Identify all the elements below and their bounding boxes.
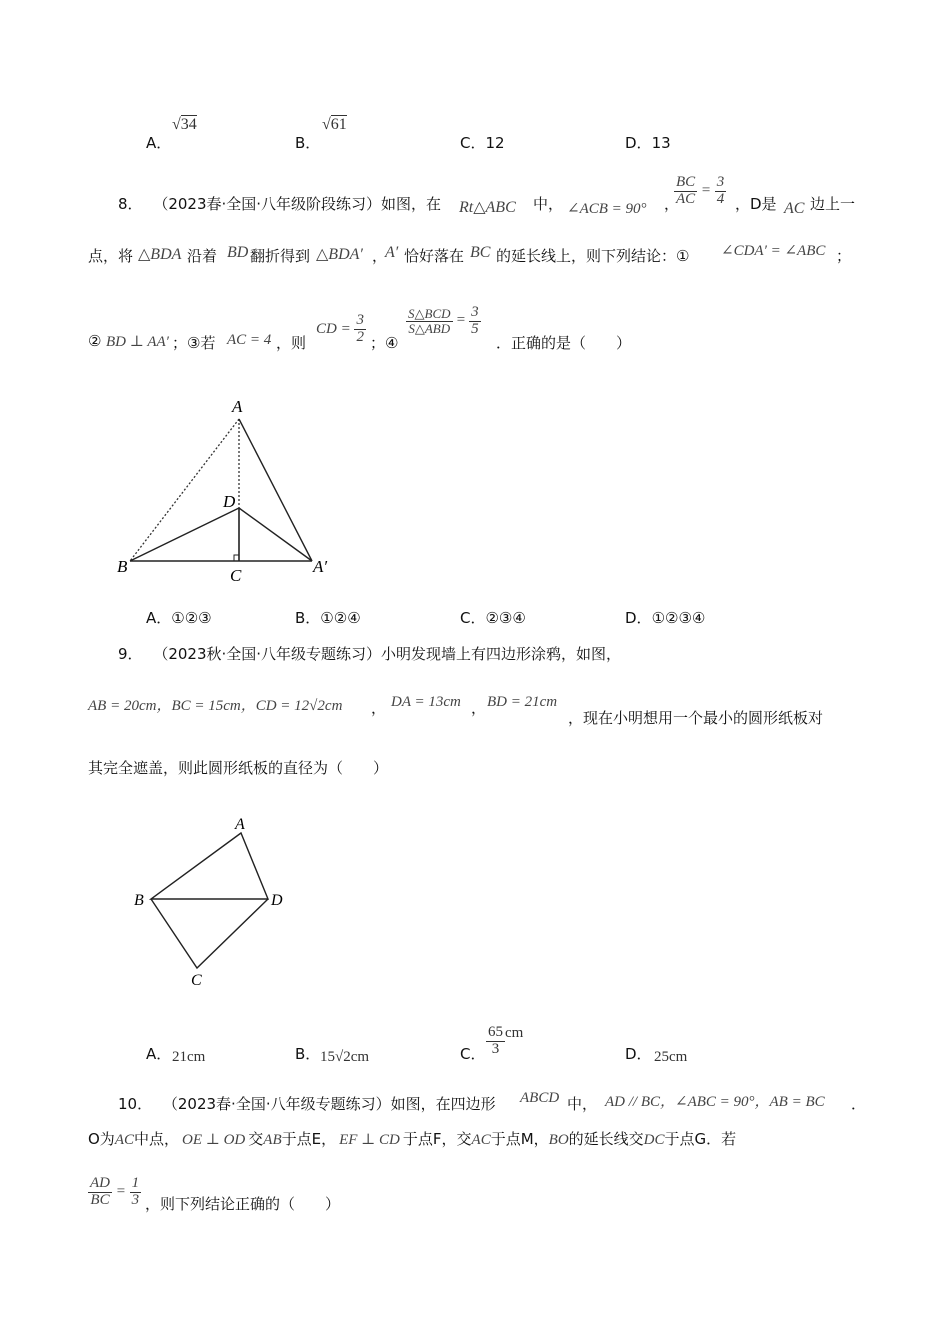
unit: cm: [505, 1025, 524, 1041]
q8-figure: [110, 390, 350, 590]
given-da: DA = 13cm: [391, 694, 461, 710]
point-a-prime: A′: [385, 244, 399, 261]
given-conditions: AD // BC，∠ABC = 90°，AB = BC: [605, 1094, 825, 1110]
denominator: 4: [716, 190, 725, 207]
rt-triangle: Rt△ABC: [459, 199, 516, 216]
option-label: B．: [295, 609, 321, 627]
ratio-bc-ac: [674, 175, 726, 208]
segment-da-prime: [239, 508, 312, 561]
option-label: D．: [625, 609, 652, 627]
question-number: 8．: [118, 195, 143, 213]
label-c: C: [191, 972, 202, 989]
text: 小明发现墙上有四边形涂鸦，如图，: [381, 645, 622, 663]
text: 于点F，交: [402, 1130, 472, 1148]
triangle-abd: [151, 833, 268, 899]
numerator: AD: [90, 1175, 110, 1191]
q10-line-1: [118, 1093, 496, 1114]
sqrt-symbol: √: [172, 116, 181, 133]
text: 于点M，: [490, 1130, 549, 1148]
q7-option-d[interactable]: [625, 132, 671, 153]
segment-bd: BD: [227, 244, 249, 261]
numerator: 65: [488, 1024, 503, 1040]
numerator: 1: [131, 1175, 140, 1191]
conclusion-1: ∠CDA′ = ∠ABC: [721, 243, 826, 259]
label-d: D: [223, 492, 236, 511]
triangle-bda-prime: △BDA′: [316, 246, 363, 263]
text: ，现在小明想用一个最小的圆形纸板对: [568, 709, 824, 727]
option-label: B．: [295, 134, 321, 152]
text: 中点，: [133, 1130, 179, 1148]
numerator: S△BCD: [408, 306, 451, 322]
condition-ac: AC = 4: [227, 332, 272, 348]
q9-option-b[interactable]: [295, 1043, 320, 1064]
segment-ac: AC: [114, 1132, 134, 1148]
text: 的延长线交: [568, 1130, 644, 1148]
conclusion-2: BD ⊥ AA′: [106, 334, 169, 350]
radicand: 61: [330, 116, 347, 133]
q9-line-1: [118, 643, 621, 664]
text: ；④: [370, 334, 399, 352]
segment-ab: AB: [263, 1132, 282, 1148]
text: 翻折得到: [250, 247, 311, 265]
numerator: 3: [471, 304, 479, 320]
q8-option-d[interactable]: [625, 607, 705, 628]
q9-option-a-value: 21cm: [172, 1049, 206, 1065]
text: ，: [371, 699, 387, 717]
q9-figure: [125, 810, 305, 995]
equals: =: [115, 1183, 126, 1200]
q9-option-d-value: 25cm: [654, 1049, 688, 1065]
q9-option-a[interactable]: [146, 1043, 171, 1064]
cd-equals: CD =: [316, 320, 351, 337]
numerator: 3: [356, 312, 364, 328]
text: 如图，在四边形: [390, 1095, 496, 1113]
option-label: D．: [625, 1045, 652, 1063]
ratio-ad-bc: [88, 1176, 141, 1209]
text: 于点E，: [281, 1130, 337, 1148]
angle-acb: ∠ACB = 90°: [567, 201, 647, 217]
option-value: ①②④: [320, 609, 361, 627]
text: 点，将: [88, 247, 134, 265]
text: ．正确的是（ ）: [496, 334, 632, 352]
text: 中，: [567, 1095, 598, 1113]
ef-perp-cd: EF ⊥ CD: [339, 1132, 400, 1148]
option-value: 13: [651, 134, 671, 152]
label-c: C: [230, 566, 242, 585]
text: 边上一: [810, 195, 856, 213]
text: ，: [372, 247, 388, 265]
text: 沿着: [187, 247, 218, 265]
q7-option-b-value: [322, 116, 347, 134]
given-bd: BD = 21cm: [487, 694, 558, 710]
label-d: D: [271, 892, 283, 909]
given-lengths: AB = 20cm，BC = 15cm，CD = 12√2cm: [88, 698, 343, 714]
q8-option-a[interactable]: [146, 607, 212, 628]
question-source: （2023春·全国·八年级阶段练习）: [153, 195, 382, 213]
q8-option-c[interactable]: [460, 607, 526, 628]
q8-line-1: [118, 193, 441, 214]
q9-option-d[interactable]: [625, 1043, 652, 1064]
option-label: B．: [295, 1045, 321, 1063]
numerator: 3: [716, 174, 725, 190]
question-source: （2023春·全国·八年级专题练习）: [162, 1095, 391, 1113]
option-label: C．: [460, 1045, 486, 1063]
denominator: 2: [356, 328, 364, 345]
text: ，则下列结论正确的（ ）: [145, 1195, 341, 1213]
q9-option-c[interactable]: [460, 1043, 485, 1064]
segment-bd: [130, 508, 239, 561]
text: 交: [248, 1130, 264, 1148]
question-number: 10．: [118, 1095, 153, 1113]
text: 如图，在: [381, 195, 442, 213]
segment-aa-prime: [239, 419, 312, 561]
option-label: C．: [460, 609, 486, 627]
option-label: D．: [625, 134, 652, 152]
segment-bc: BC: [470, 244, 491, 261]
text: 的延长线上，则下列结论：①: [496, 247, 690, 265]
option-label: A．: [146, 609, 172, 627]
text: ；: [836, 247, 852, 265]
triangle-bcd: [151, 899, 268, 968]
conclusion-4: [406, 305, 481, 338]
denominator: 3: [131, 1191, 140, 1208]
text: ，D是: [735, 195, 777, 213]
text: 恰好落在: [404, 247, 465, 265]
text: 中，: [533, 195, 564, 213]
q10-line-2: [88, 1128, 736, 1149]
text: ，: [471, 699, 487, 717]
radicand: 34: [180, 116, 197, 133]
oe-perp-od: OE ⊥ OD: [182, 1132, 246, 1148]
q7-option-a[interactable]: [146, 132, 171, 153]
option-value: 12: [485, 134, 505, 152]
segment-ac: AC: [784, 200, 805, 217]
q7-option-b[interactable]: [295, 132, 320, 153]
denominator: 3: [491, 1040, 500, 1057]
segment-bo: BO: [548, 1132, 569, 1148]
text: ，则: [276, 334, 307, 352]
text: 其完全遮盖，则此圆形纸板的直径为（ ）: [88, 759, 389, 777]
equals: =: [700, 182, 712, 199]
q8-option-b[interactable]: [295, 607, 361, 628]
label-b: B: [134, 892, 144, 909]
q9-option-c-value: [486, 1025, 523, 1058]
segment-dc: DC: [643, 1132, 665, 1148]
text: 于点G．若: [664, 1130, 737, 1148]
text: O为: [88, 1130, 115, 1148]
quadrilateral-abcd: ABCD: [520, 1090, 560, 1106]
dotted-ba: [130, 419, 239, 561]
denominator: 5: [471, 320, 479, 337]
denominator: AC: [676, 190, 696, 207]
sqrt-symbol: √: [322, 116, 331, 133]
text: ．: [851, 1095, 867, 1113]
denominator: S△ABD: [408, 320, 451, 336]
question-source: （2023秋·全国·八年级专题练习）: [153, 645, 382, 663]
option-label: A．: [146, 134, 172, 152]
label-a: A: [235, 816, 245, 833]
option-label: C．: [460, 134, 486, 152]
option-value: ②③④: [485, 609, 526, 627]
q7-option-c[interactable]: [460, 132, 505, 153]
label-b: B: [117, 557, 128, 576]
text: ，: [664, 195, 680, 213]
option-label: A．: [146, 1045, 172, 1063]
text: ；③若: [172, 334, 216, 352]
option-value: ①②③④: [651, 609, 706, 627]
denominator: BC: [90, 1191, 110, 1208]
segment-ac: AC: [471, 1132, 491, 1148]
text: ②: [88, 332, 102, 350]
numerator: BC: [676, 174, 696, 190]
q7-option-a-value: [172, 116, 197, 134]
label-a: A: [232, 397, 243, 416]
conclusion-3: [316, 313, 366, 346]
question-number: 9．: [118, 645, 143, 663]
q9-option-b-value: 15√2cm: [320, 1049, 370, 1065]
option-value: ①②③: [171, 609, 212, 627]
triangle-bda: △BDA: [138, 246, 182, 263]
equals: =: [455, 312, 466, 329]
label-a-prime: A′: [313, 557, 328, 576]
